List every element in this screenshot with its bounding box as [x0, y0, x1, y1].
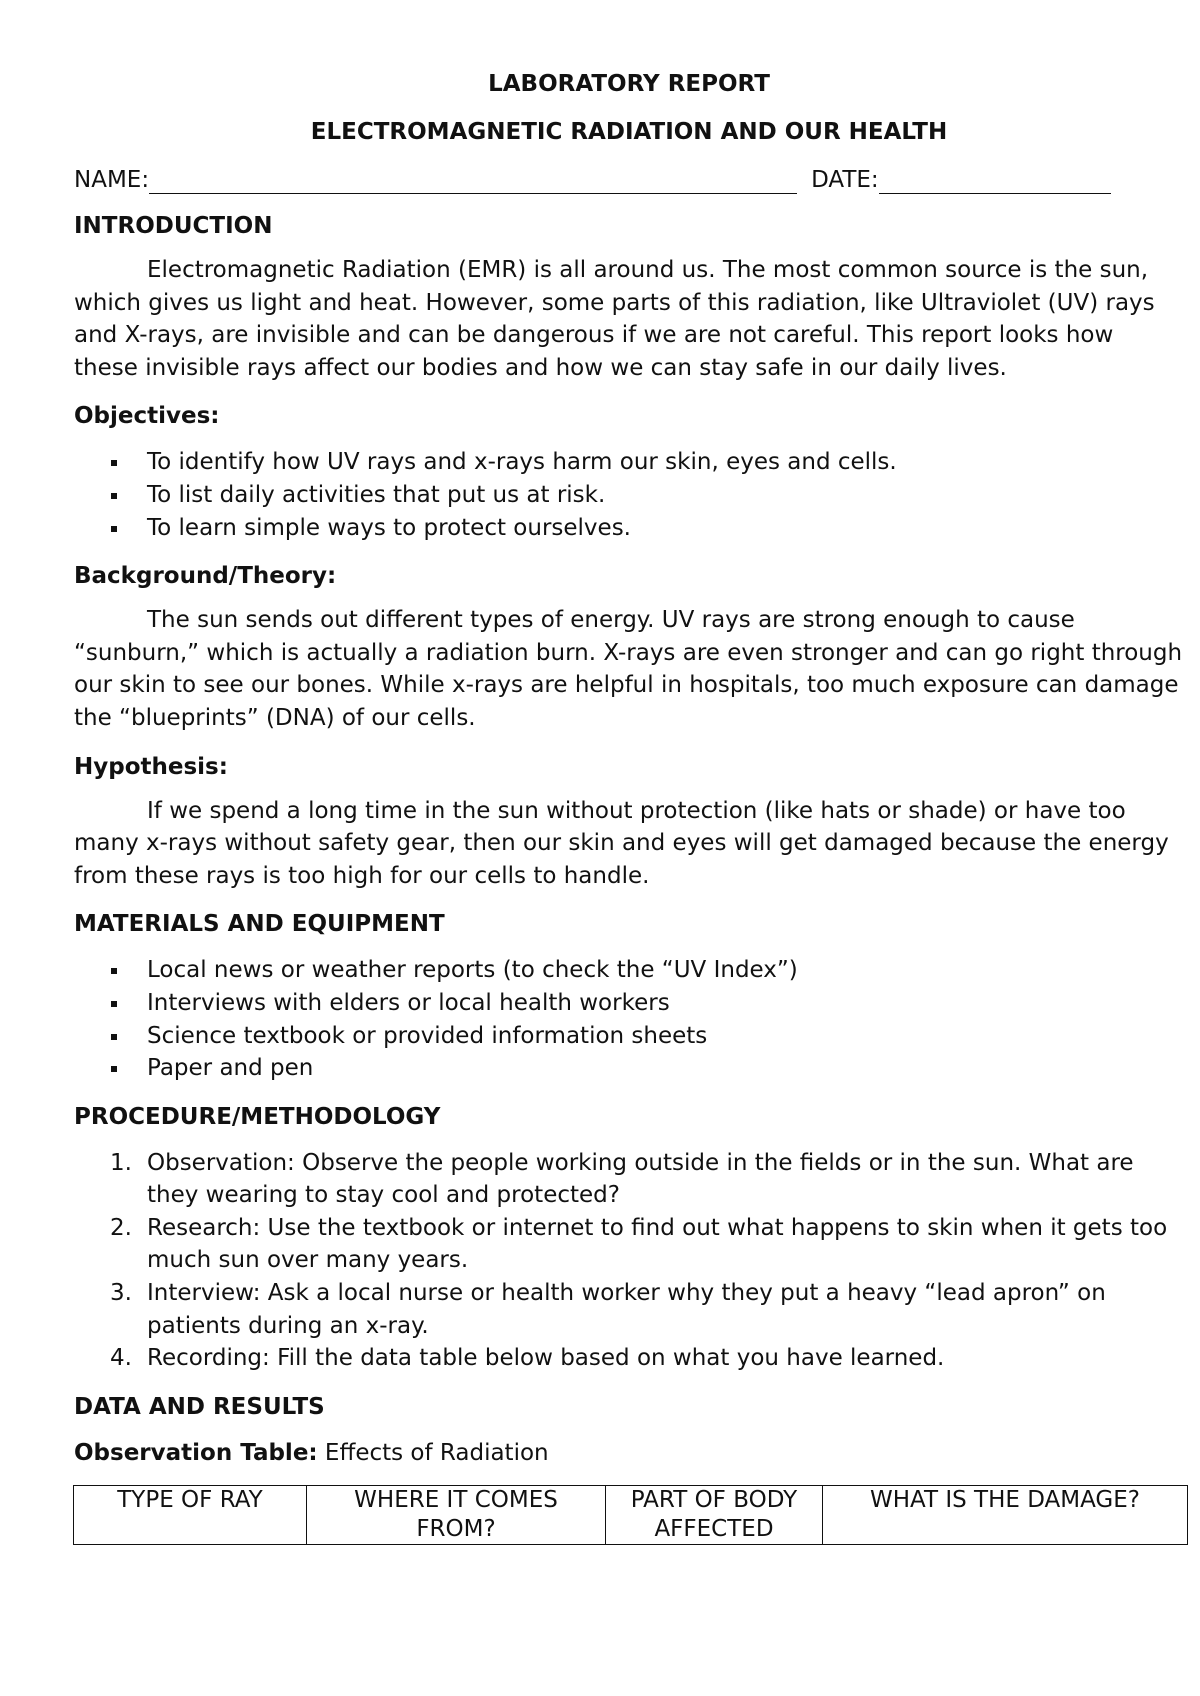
step-number: 2.	[110, 1214, 132, 1241]
list-item	[74, 1020, 1184, 1053]
bullet-icon	[111, 460, 117, 466]
list-item	[74, 512, 1184, 545]
bullet-icon	[111, 968, 117, 974]
list-item-text: To list daily activities that put us at risk.	[147, 481, 606, 508]
report-title: LABORATORY REPORT	[488, 71, 770, 97]
report-subtitle: ELECTROMAGNETIC RADIATION AND OUR HEALTH	[310, 119, 948, 145]
step-text: Research: Use the textbook or internet to find out what happens to skin when it gets too much sun over many years.	[147, 1214, 1168, 1274]
introduction-text: Electromagnetic Radiation (EMR) is all around us. The most common source is the sun, which gives us light and heat. However, some parts of this radiation, like Ultraviolet (UV) rays and X-rays, are invisible and can be dangerous if we are not careful. This report looks how these invisible rays affect our bodies and how we can stay safe in our daily lives.	[74, 257, 1155, 381]
observation-table-label: Observation Table:	[74, 1439, 318, 1466]
list-item-text: Paper and pen	[147, 1055, 314, 1082]
observation-table	[73, 1485, 1188, 1545]
column-header: TYPE OF RAY	[74, 1485, 307, 1544]
step-text: Interview: Ask a local nurse or health worker why they put a heavy “lead apron” on patients during an x-ray.	[147, 1280, 1106, 1339]
list-item	[74, 1052, 1184, 1085]
name-date-line	[74, 166, 1184, 194]
column-header: WHERE IT COMES FROM?	[307, 1485, 606, 1544]
list-item	[74, 954, 1184, 987]
column-header: PART OF BODY AFFECTED	[606, 1485, 823, 1544]
observation-table-caption: Effects of Radiation	[317, 1439, 549, 1466]
list-item-text: Interviews with elders or local health workers	[147, 989, 670, 1016]
objectives-list	[74, 446, 1184, 544]
procedure-step	[74, 1147, 1184, 1212]
procedure-heading: PROCEDURE/METHODOLOGY	[74, 1103, 441, 1130]
step-text: Observation: Observe the people working outside in the fields or in the sun. What are they wearing to stay cool and protected?	[147, 1149, 1134, 1209]
list-item-text: To learn simple ways to protect ourselves.	[147, 514, 631, 541]
column-header: WHAT IS THE DAMAGE?	[823, 1485, 1188, 1544]
bullet-icon	[111, 1034, 117, 1040]
step-text: Recording: Fill the data table below based on what you have learned.	[147, 1345, 945, 1372]
date-label: DATE:	[811, 167, 879, 193]
procedure-list	[74, 1147, 1184, 1375]
document-page	[74, 70, 1184, 1545]
step-number: 3.	[110, 1280, 132, 1307]
materials-heading: MATERIALS AND EQUIPMENT	[74, 911, 445, 938]
list-item-text: Science textbook or provided information sheets	[147, 1022, 708, 1049]
list-item-text: To identify how UV rays and x-rays harm our skin, eyes and cells.	[147, 449, 897, 476]
list-item	[74, 479, 1184, 512]
name-blank	[149, 171, 797, 194]
list-item	[74, 987, 1184, 1020]
bullet-icon	[111, 493, 117, 499]
introduction-heading: INTRODUCTION	[74, 213, 273, 239]
list-item	[74, 446, 1184, 479]
step-number: 4.	[110, 1345, 132, 1372]
procedure-step	[74, 1277, 1184, 1342]
procedure-step	[74, 1342, 1184, 1375]
bullet-icon	[111, 1001, 117, 1007]
procedure-step	[74, 1212, 1184, 1277]
observation-table-title	[74, 1439, 1184, 1467]
materials-list	[74, 954, 1184, 1084]
background-text: The sun sends out different types of energy. UV rays are strong enough to cause “sunburn,” which is actually a radiation burn. X-rays are even stronger and can go right through our skin to see our bones. While x-rays are helpful in hospitals, too much exposure can damage the “blueprints” (DNA) of our cells.	[74, 607, 1183, 731]
hypothesis-heading: Hypothesis:	[74, 753, 228, 780]
hypothesis-text: If we spend a long time in the sun without protection (like hats or shade) or have too many x-rays without safety gear, then our skin and eyes will get damaged because the energy from these rays is too high for our cells to handle.	[74, 797, 1169, 889]
name-label: NAME:	[74, 167, 150, 193]
table-header-row	[74, 1485, 1188, 1544]
bullet-icon	[111, 526, 117, 532]
objectives-heading: Objectives:	[74, 403, 220, 430]
bullet-icon	[111, 1066, 117, 1072]
list-item-text: Local news or weather reports (to check the “UV Index”)	[147, 957, 798, 984]
step-number: 1.	[110, 1149, 132, 1176]
background-heading: Background/Theory:	[74, 563, 337, 590]
results-heading: DATA AND RESULTS	[74, 1393, 325, 1420]
date-blank	[879, 171, 1111, 194]
